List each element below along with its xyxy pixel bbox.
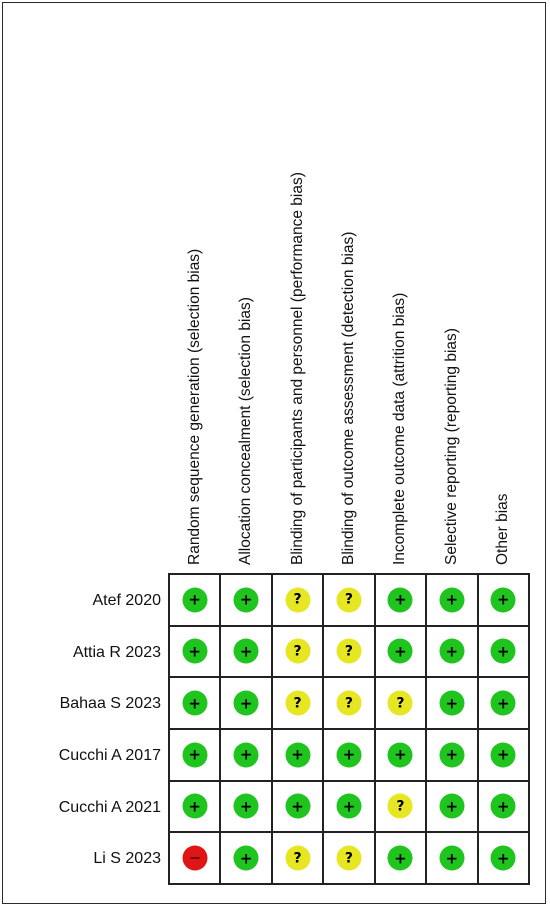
low-risk-dot: + [182, 794, 207, 819]
grid-cell [376, 730, 427, 782]
low-risk-dot: + [234, 742, 259, 767]
low-risk-dot: + [182, 742, 207, 767]
unclear-risk-dot: ? [285, 639, 310, 664]
grid-cell [221, 833, 272, 885]
unclear-risk-dot: ? [285, 691, 310, 716]
low-risk-dot: + [388, 742, 413, 767]
low-risk-dot: + [439, 846, 464, 871]
column-header-7: Other bias [494, 493, 512, 565]
grid-cell [273, 678, 324, 730]
grid-cell [376, 782, 427, 834]
column-header-6: Selective reporting (reporting bias) [442, 328, 460, 565]
grid-cell [324, 678, 375, 730]
low-risk-dot: + [491, 691, 516, 716]
column-header-5: Incomplete outcome data (attrition bias) [391, 292, 409, 565]
grid-cell [324, 730, 375, 782]
grid-cell [376, 575, 427, 627]
grid-cell [324, 833, 375, 885]
grid-cell [376, 627, 427, 679]
unclear-risk-dot: ? [336, 587, 361, 612]
column-header-4: Blinding of outcome assessment (detection bias) [340, 231, 357, 565]
low-risk-dot: + [388, 846, 413, 871]
grid-cell [170, 627, 221, 679]
grid-cell [221, 627, 272, 679]
grid-cell [427, 678, 478, 730]
grid-cell [170, 782, 221, 834]
grid-cell [427, 575, 478, 627]
low-risk-dot: + [388, 587, 413, 612]
study-label: Cucchi A 2017 [58, 746, 161, 764]
low-risk-dot: + [234, 691, 259, 716]
grid-cell [427, 627, 478, 679]
low-risk-dot: + [491, 587, 516, 612]
grid-cell [427, 730, 478, 782]
study-label: Attia R 2023 [72, 643, 161, 661]
low-risk-dot: + [336, 794, 361, 819]
grid-cell [170, 730, 221, 782]
low-risk-dot: + [234, 846, 259, 871]
low-risk-dot: + [439, 639, 464, 664]
unclear-risk-dot: ? [285, 587, 310, 612]
grid-cell [479, 833, 530, 885]
study-label: Bahaa S 2023 [59, 695, 161, 713]
grid-cell [324, 782, 375, 834]
grid-cell [170, 575, 221, 627]
unclear-risk-dot: ? [388, 794, 413, 819]
low-risk-dot: + [439, 587, 464, 612]
grid-cell [221, 678, 272, 730]
unclear-risk-dot: ? [285, 846, 310, 871]
low-risk-dot: + [285, 794, 310, 819]
grid-cell [376, 833, 427, 885]
grid-cell [170, 833, 221, 885]
grid-cell [479, 782, 530, 834]
grid-cell [221, 782, 272, 834]
grid-cell [479, 575, 530, 627]
low-risk-dot: + [336, 742, 361, 767]
low-risk-dot: + [182, 691, 207, 716]
risk-of-bias-grid [168, 573, 530, 885]
low-risk-dot: + [388, 639, 413, 664]
grid-cell [479, 730, 530, 782]
grid-cell [273, 575, 324, 627]
low-risk-dot: + [285, 742, 310, 767]
grid-cell [273, 730, 324, 782]
unclear-risk-dot: ? [388, 691, 413, 716]
grid-cell [273, 833, 324, 885]
low-risk-dot: + [491, 846, 516, 871]
grid-cell [273, 627, 324, 679]
study-label: Atef 2020 [92, 591, 161, 609]
grid-cell [376, 678, 427, 730]
low-risk-dot: + [491, 639, 516, 664]
grid-cell [221, 730, 272, 782]
low-risk-dot: + [439, 691, 464, 716]
grid-cell [273, 782, 324, 834]
low-risk-dot: + [182, 587, 207, 612]
grid-cell [479, 627, 530, 679]
grid-cell [324, 575, 375, 627]
grid-cell [221, 575, 272, 627]
grid-cell [170, 678, 221, 730]
grid-cell [427, 833, 478, 885]
low-risk-dot: + [234, 587, 259, 612]
low-risk-dot: + [234, 794, 259, 819]
minus-icon [190, 857, 199, 859]
column-header-3: Blinding of participants and personnel (performance bias) [288, 172, 306, 565]
unclear-risk-dot: ? [336, 846, 361, 871]
unclear-risk-dot: ? [336, 639, 361, 664]
low-risk-dot: + [439, 794, 464, 819]
unclear-risk-dot: ? [336, 691, 361, 716]
column-header-2: Allocation concealment (selection bias) [237, 297, 255, 565]
high-risk-dot [182, 846, 207, 871]
grid-cell [324, 627, 375, 679]
low-risk-dot: + [491, 742, 516, 767]
grid-cell [427, 782, 478, 834]
study-label: Li S 2023 [93, 850, 161, 868]
low-risk-dot: + [491, 794, 516, 819]
grid-cell [479, 678, 530, 730]
column-header-1: Random sequence generation (selection bias) [185, 248, 203, 565]
low-risk-dot: + [182, 639, 207, 664]
low-risk-dot: + [439, 742, 464, 767]
study-label: Cucchi A 2021 [58, 798, 161, 816]
low-risk-dot: + [234, 639, 259, 664]
